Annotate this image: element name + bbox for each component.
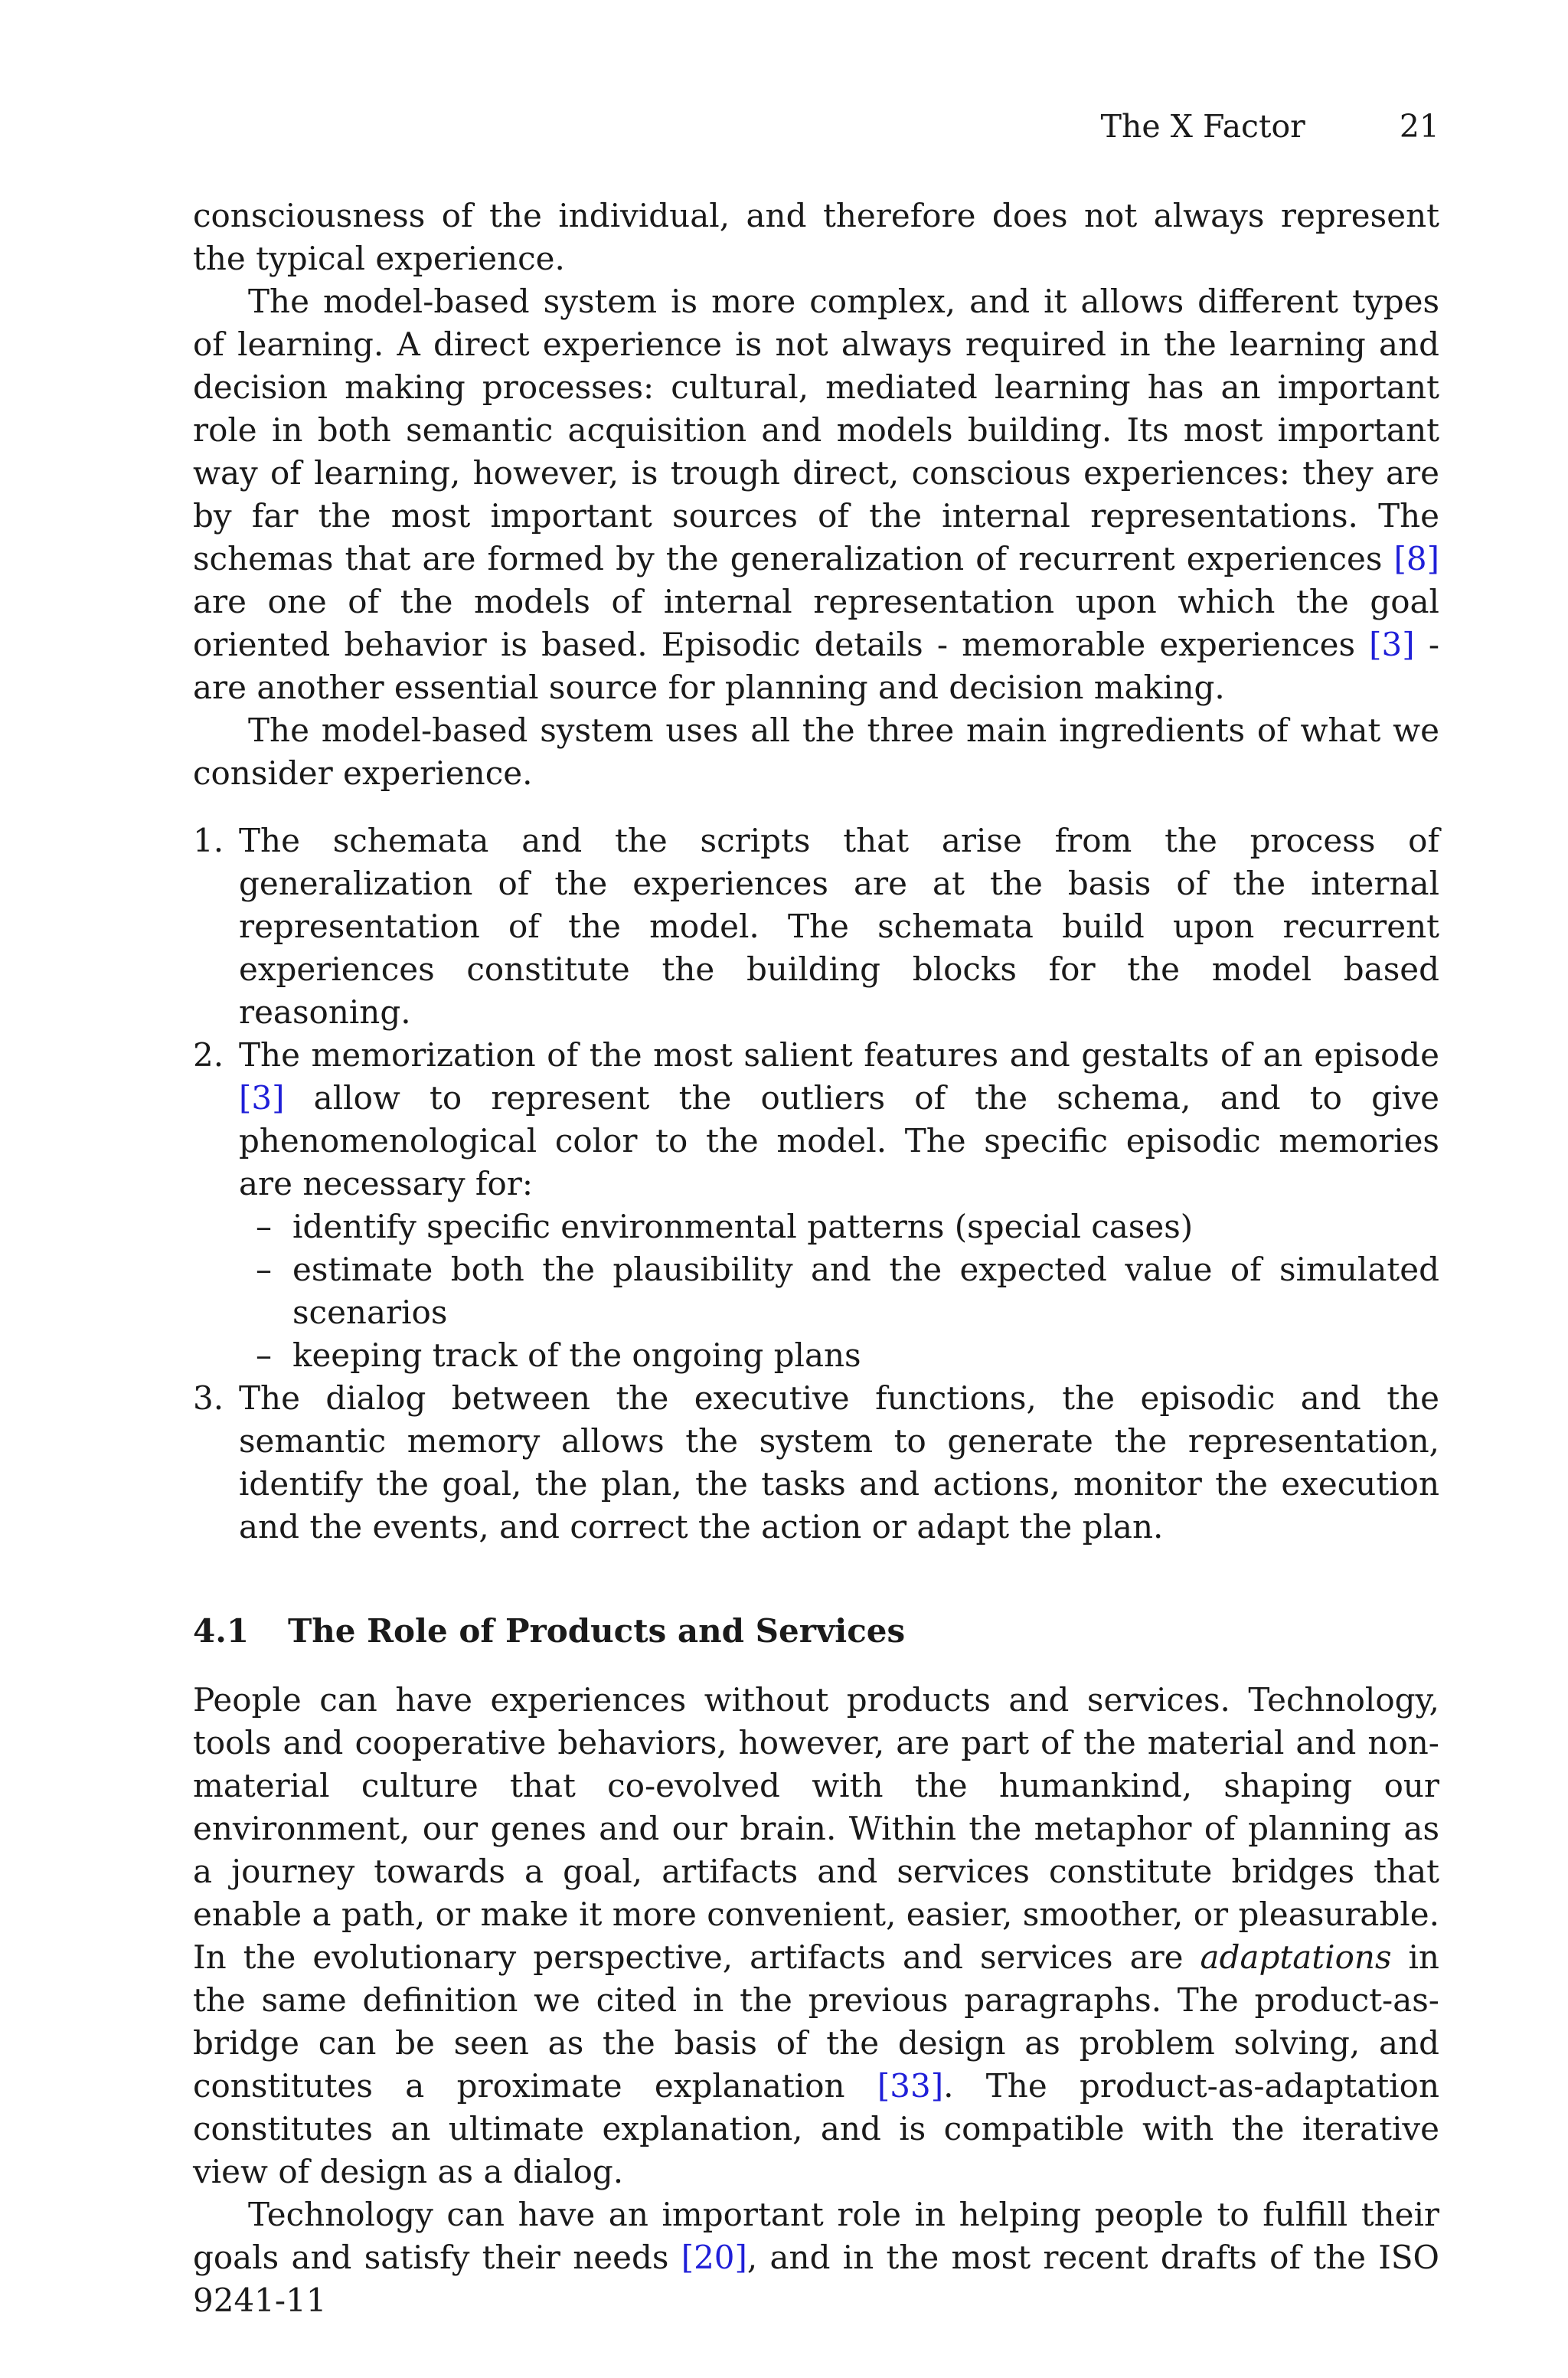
paragraph-text: - are another essential source for planning and decision making. <box>193 626 1440 706</box>
dash-sublist <box>239 1205 1439 1377</box>
sublist-item-text: identify specific environmental patterns (special cases) <box>292 1208 1194 1245</box>
sublist-item-text: keeping track of the ongoing plans <box>292 1336 861 1374</box>
dash-marker: – <box>256 1251 272 1288</box>
running-header <box>1101 107 1439 146</box>
list-number: 2. <box>193 1036 224 1074</box>
paragraph-text: in the same definition we cited in the previous paragraphs. The product-as-bridge can be seen as the basis of the design as problem solving, and constitutes a proximate explanation <box>193 1938 1439 2105</box>
page-number: 21 <box>1399 108 1439 145</box>
paragraph-text: The model-based system is more complex, and it allows different types of learning. A direct experience is not always required in the learning and decision making processes: cultural, mediated learning has an important role in both semantic acquisition and models building. Its most important way of learning, however, is trough direct, conscious experiences: they are by far the most important sources of the internal representations. The schemas that are formed by the generalization of recurrent experiences <box>193 283 1439 577</box>
paragraph-text: , and in the most recent drafts of the ISO 9241-11 <box>193 2239 1439 2319</box>
list-item-text: The dialog between the executive functions, the episodic and the semantic memory allows the system to generate the representation, identify the goal, the plan, the tasks and actions, monitor the execution and the events, and correct the action or adapt the plan. <box>239 1379 1439 1546</box>
citation-link-8[interactable]: [8] <box>1393 540 1439 577</box>
paragraph-products-services <box>193 1679 1439 2193</box>
section-heading <box>193 1610 1439 1653</box>
numbered-list <box>193 819 1439 1549</box>
emphasis-adaptations: adaptations <box>1200 1938 1392 1976</box>
list-item <box>193 1034 1439 1377</box>
list-number: 1. <box>193 822 224 859</box>
sublist-item-text: estimate both the plausibility and the expected value of simulated scenarios <box>292 1251 1439 1331</box>
citation-link-33[interactable]: [33] <box>877 2067 944 2105</box>
list-item-text: The memorization of the most salient features and gestalts of an episode <box>239 1036 1439 1074</box>
paragraph-model-based-system <box>193 280 1439 709</box>
sublist-item <box>239 1334 1439 1377</box>
dash-marker: – <box>256 1336 272 1374</box>
paragraph-text: are one of the models of internal representation upon which the goal oriented behavior is based. Episodic details - memorable experiences <box>193 583 1439 663</box>
dash-marker: – <box>256 1208 272 1245</box>
citation-link-3[interactable]: [3] <box>1369 626 1415 663</box>
list-item-text: The schemata and the scripts that arise from the process of generalization of the experiences are at the basis of the internal representation of the model. The schemata build upon recurrent experiences constitute the building blocks for the model based reasoning. <box>239 822 1439 1031</box>
paragraph-continuation: consciousness of the individual, and therefore does not always represent the typical experience. <box>193 197 1439 277</box>
list-item-text: allow to represent the outliers of the schema, and to give phenomenological color to the model. The specific episodic memories are necessary for: <box>239 1079 1439 1202</box>
paragraph-text: . The product-as-adaptation constitutes an ultimate explanation, and is compatible with the iterative view of design as a dialog. <box>193 2067 1440 2190</box>
body-text <box>193 195 1439 2322</box>
list-number: 3. <box>193 1379 224 1417</box>
sublist-item <box>239 1248 1439 1334</box>
paragraph-technology <box>193 2193 1439 2322</box>
section-title: The Role of Products and Services <box>288 1612 906 1650</box>
section-number: 4.1 <box>193 1612 250 1650</box>
citation-link-3[interactable]: [3] <box>239 1079 285 1117</box>
running-title: The X Factor <box>1100 108 1305 145</box>
list-item <box>193 1377 1439 1549</box>
paragraph-text: Technology can have an important role in helping people to fulfill their goals and satisfy their needs <box>193 2196 1439 2276</box>
paragraph-ingredients: The model-based system uses all the three main ingredients of what we consider experience. <box>193 711 1439 792</box>
paragraph-text: People can have experiences without products and services. Technology, tools and cooperative behaviors, however, are part of the material and non-material culture that co-evolved with the humankind, shaping our environment, our genes and our brain. Within the metaphor of planning as a journey towards a goal, artifacts and services constitute bridges that enable a path, or make it more convenient, easier, smoother, or pleasurable. In the evolutionary perspective, artifacts and services are <box>193 1681 1439 1976</box>
list-item <box>193 819 1439 1034</box>
citation-link-20[interactable]: [20] <box>681 2239 747 2276</box>
sublist-item <box>239 1205 1439 1248</box>
